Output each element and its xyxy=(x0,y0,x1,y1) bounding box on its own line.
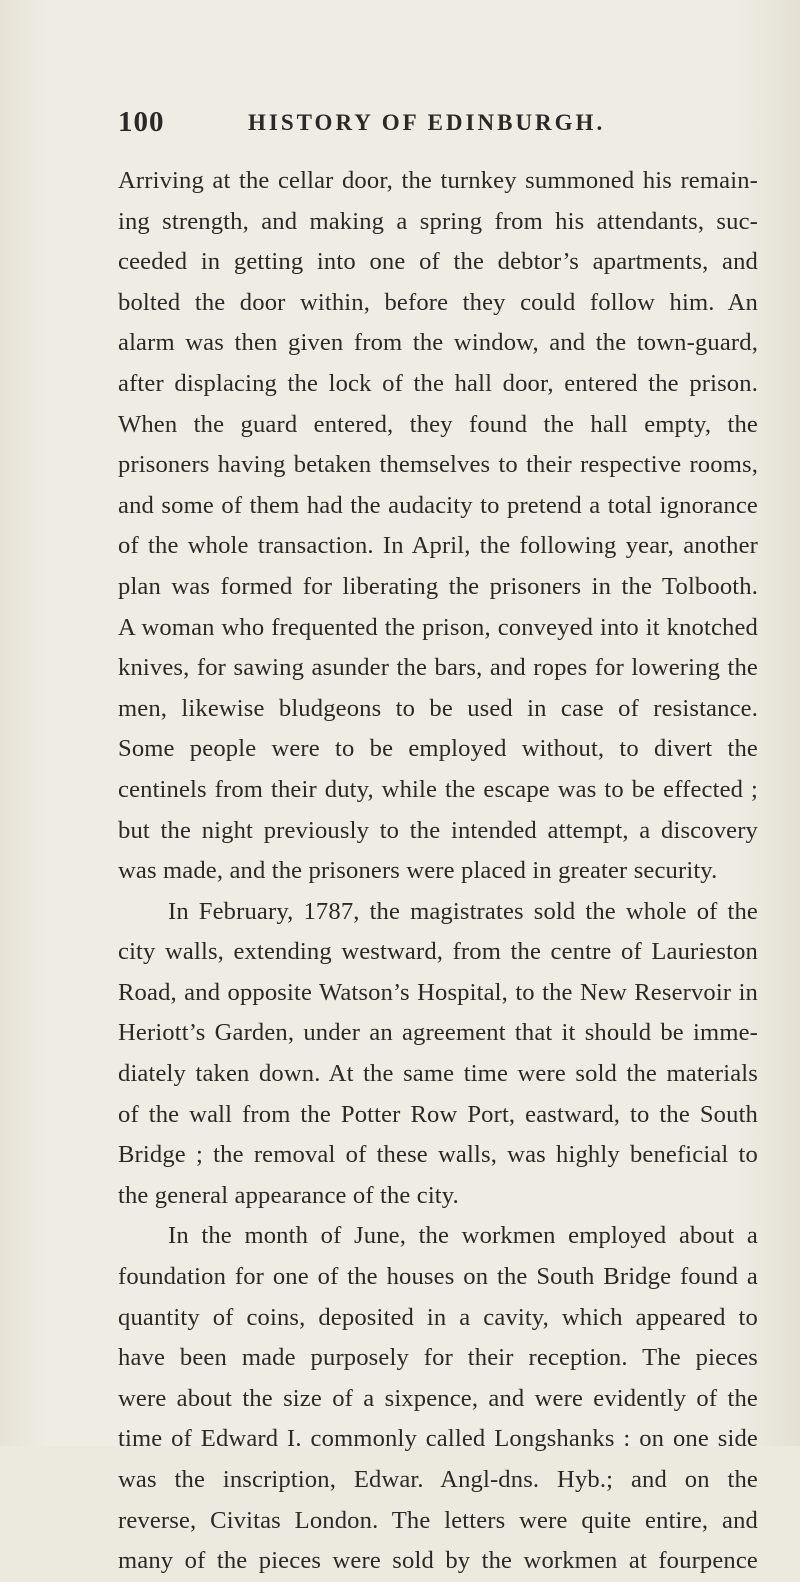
text-line: Road, and opposite Watson’s Hospital, to the New Reservoir in xyxy=(118,978,758,1006)
text-line: city walls, extending westward, from the centre of Laurieston xyxy=(118,938,758,966)
text-line: ing strength, and making a spring from his attendants, suc- xyxy=(118,207,758,235)
text-line: and some of them had the audacity to pretend a total ignorance xyxy=(118,491,758,519)
text-line: A woman who frequented the prison, conveyed into it knotched xyxy=(118,613,758,641)
running-title: HISTORY OF EDINBURGH. xyxy=(248,110,606,135)
text-line: Heriott’s Garden, under an agreement that it should be imme- xyxy=(118,1019,758,1047)
text-line: the general appearance of the city. xyxy=(118,1181,459,1209)
text-line: When the guard entered, they found the hall empty, the xyxy=(118,410,758,438)
text-line: knives, for sawing asunder the bars, and ropes for lowering the xyxy=(118,654,758,682)
text-line: bolted the door within, before they could follow him. An xyxy=(118,288,758,316)
text-line: after displacing the lock of the hall door, entered the prison. xyxy=(118,369,758,397)
text-line: was made, and the prisoners were placed in greater security. xyxy=(118,857,718,885)
text-line: alarm was then given from the window, and the town-guard, xyxy=(118,329,758,357)
text-line: time of Edward I. commonly called Longshanks : on one side xyxy=(118,1425,758,1453)
text-line: of the wall from the Potter Row Port, eastward, to the South xyxy=(118,1100,758,1128)
text-line: was the inscription, Edwar. Angl-dns. Hyb.; and on the xyxy=(118,1466,758,1493)
page-header xyxy=(118,106,678,142)
text-line: Arriving at the cellar door, the turnkey summoned his remain- xyxy=(118,167,758,194)
text-line: Some people were to be employed without, to divert the xyxy=(118,735,758,763)
text-line: have been made purposely for their reception. The pieces xyxy=(118,1344,758,1372)
text-line: reverse, Civitas London. The letters were quite entire, and xyxy=(118,1506,758,1534)
text-line: men, likewise bludgeons to be used in case of resistance. xyxy=(118,694,758,722)
text-line: Bridge ; the removal of these walls, was highly beneficial to xyxy=(118,1141,758,1169)
text-line: quantity of coins, deposited in a cavity, which appeared to xyxy=(118,1303,758,1331)
text-line: foundation for one of the houses on the South Bridge found a xyxy=(118,1263,758,1291)
body-text xyxy=(118,161,758,1582)
text-line: plan was formed for liberating the prisoners in the Tolbooth. xyxy=(118,572,758,600)
text-line: many of the pieces were sold by the workmen at fourpence xyxy=(118,1547,758,1575)
text-line: but the night previously to the intended attempt, a discovery xyxy=(118,816,758,844)
text-line: of the whole transaction. In April, the following year, another xyxy=(118,532,758,560)
text-line: centinels from their duty, while the escape was to be effected ; xyxy=(118,775,758,803)
text-line: In February, 1787, the magistrates sold the whole of the xyxy=(168,897,758,925)
text-line: prisoners having betaken themselves to their respective rooms, xyxy=(118,451,758,479)
text-line: In the month of June, the workmen employed about a xyxy=(168,1222,758,1250)
text-line: were about the size of a sixpence, and were evidently of the xyxy=(118,1384,758,1412)
text-line: ceeded in getting into one of the debtor’s apartments, and xyxy=(118,248,758,276)
page-number: 100 xyxy=(118,106,165,138)
text-line: diately taken down. At the same time were sold the materials xyxy=(118,1060,758,1088)
